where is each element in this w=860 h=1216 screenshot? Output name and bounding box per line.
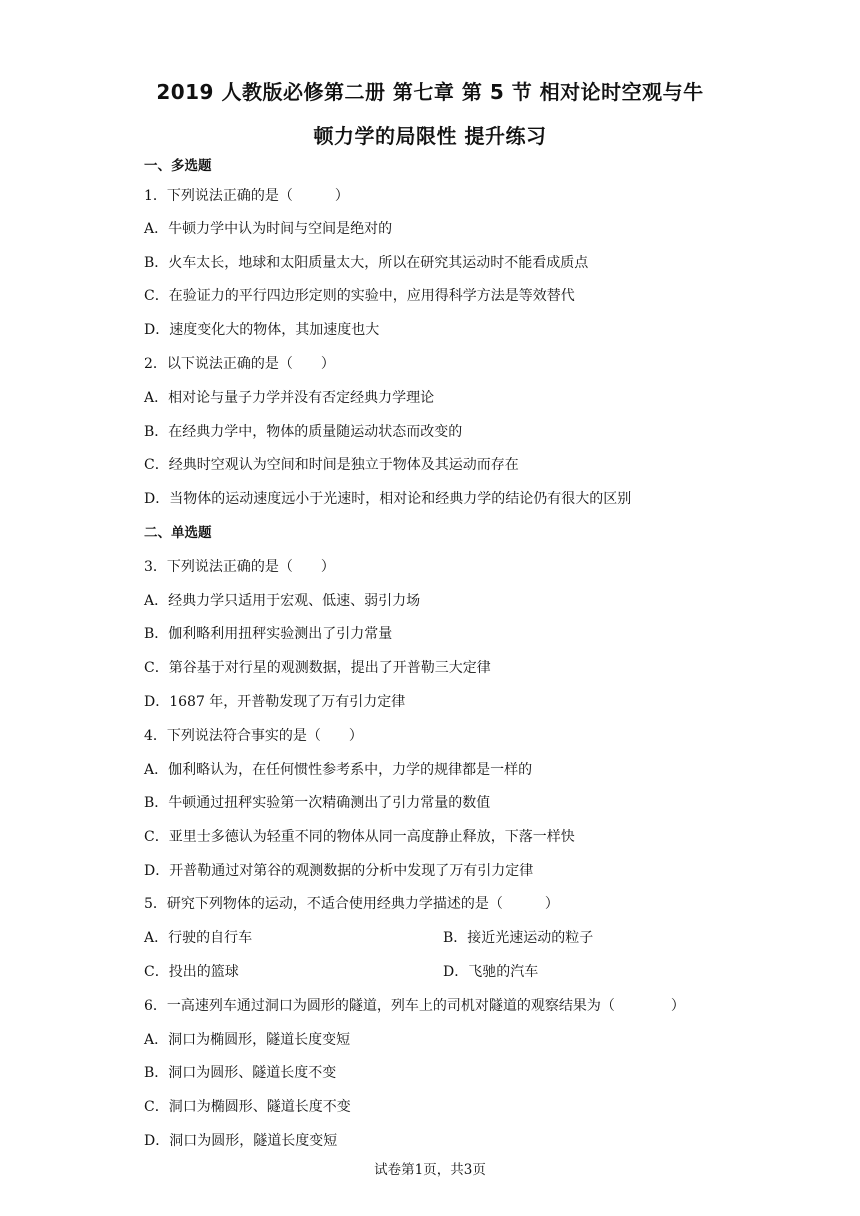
- question-2-option-c: C．经典时空观认为空间和时间是独立于物体及其运动而存在: [144, 457, 519, 473]
- question-6-option-c: C．洞口为椭圆形、隧道长度不变: [144, 1099, 351, 1115]
- question-4-option-b: B．牛顿通过扭秤实验第一次精确测出了引力常量的数值: [144, 795, 491, 811]
- page-footer: 试卷第1页，共3页: [374, 1162, 486, 1178]
- question-3-option-d: D．1687 年，开普勒发现了万有引力定律: [144, 694, 406, 710]
- question-2-option-d: D．当物体的运动速度远小于光速时，相对论和经典力学的结论仍有很大的区别: [144, 491, 632, 507]
- section-heading-multiple-choice: 一、多选题: [144, 158, 212, 174]
- question-5-option-b: B．接近光速运动的粒子: [443, 930, 594, 946]
- question-6-option-b: B．洞口为圆形、隧道长度不变: [144, 1065, 337, 1081]
- question-2-option-a: A．相对论与量子力学并没有否定经典力学理论: [144, 390, 435, 406]
- question-5-option-c: C．投出的篮球: [144, 964, 239, 980]
- question-1-option-a: A．牛顿力学中认为时间与空间是绝对的: [144, 221, 393, 237]
- question-3-option-c: C．第谷基于对行星的观测数据，提出了开普勒三大定律: [144, 660, 491, 676]
- section-heading-single-choice: 二、单选题: [144, 525, 212, 541]
- question-6-stem: 6．一高速列车通过洞口为圆形的隧道，列车上的司机对隧道的观察结果为（ ）: [144, 998, 685, 1014]
- question-3-option-b: B．伽利略利用扭秤实验测出了引力常量: [144, 626, 393, 642]
- question-4-option-c: C．亚里士多德认为轻重不同的物体从同一高度静止释放，下落一样快: [144, 829, 575, 845]
- question-2-option-b: B．在经典力学中，物体的质量随运动状态而改变的: [144, 424, 463, 440]
- page-title-line-2: 顿力学的局限性 提升练习: [313, 124, 547, 148]
- question-6-option-a: A．洞口为椭圆形，隧道长度变短: [144, 1032, 351, 1048]
- question-5-stem: 5．研究下列物体的运动，不适合使用经典力学描述的是（ ）: [144, 896, 559, 912]
- question-4-stem: 4．下列说法符合事实的是（ ）: [144, 728, 363, 744]
- question-5-option-d: D．飞驰的汽车: [443, 964, 539, 980]
- question-2-stem: 2．以下说法正确的是（ ）: [144, 356, 335, 372]
- question-1-stem: 1．下列说法正确的是（ ）: [144, 188, 349, 204]
- question-5-option-a: A．行驶的自行车: [144, 930, 253, 946]
- question-1-option-b: B．火车太长，地球和太阳质量太大，所以在研究其运动时不能看成质点: [144, 255, 589, 271]
- question-1-option-d: D．速度变化大的物体，其加速度也大: [144, 322, 380, 338]
- page-title-line-1: 2019 人教版必修第二册 第七章 第 5 节 相对论时空观与牛: [156, 80, 704, 104]
- question-6-option-d: D．洞口为圆形，隧道长度变短: [144, 1133, 338, 1149]
- question-3-stem: 3．下列说法正确的是（ ）: [144, 559, 335, 575]
- question-1-option-c: C．在验证力的平行四边形定则的实验中，应用得科学方法是等效替代: [144, 288, 575, 304]
- question-4-option-a: A．伽利略认为，在任何惯性参考系中，力学的规律都是一样的: [144, 762, 533, 778]
- question-4-option-d: D．开普勒通过对第谷的观测数据的分析中发现了万有引力定律: [144, 863, 534, 879]
- question-3-option-a: A．经典力学只适用于宏观、低速、弱引力场: [144, 593, 421, 609]
